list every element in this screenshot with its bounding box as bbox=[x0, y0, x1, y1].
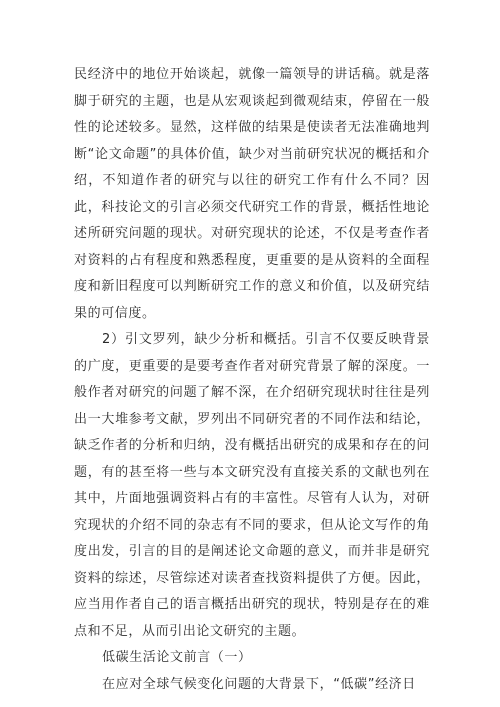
section-title: 低碳生活论文前言（一） bbox=[102, 650, 252, 665]
body-paragraph-3: 在应对全球气候变化问题的大背景下，“低碳”经济日 bbox=[102, 676, 416, 692]
document-page bbox=[74, 62, 430, 698]
body-paragraph-2: 2）引文罗列，缺少分析和概括。引言不仅要反映背景的广度，更重要的是要考查作者对研究背景了解的深度。一般作者对研究的问题了解不深，在介绍研究现状时往往是列出一大堆参考文献，罗列出不同研究者的不同作法和结论，缺乏作者的分析和归纳，没有概括出研究的成果和存在的问题，有的甚至将一些与本文研究没有直接关系的文献也列在其中，片面地强调资料占有的丰富性。尽管有人认为，对研究现状的介绍不同的杂志有不同的要求，但从论文写作的角度出发，引言的目的是阐述论文命题的意义，而并非是研究资料的综述，尽管综述对读者查找资料提供了方便。因此，应当用作者自己的语言概括出研究的现状，特别是存在的难点和不足，从而引出论文研究的主题。 bbox=[74, 332, 430, 639]
body-paragraph-1: 民经济中的地位开始谈起，就像一篇领导的讲话稿。就是落脚于研究的主题，也是从宏观谈起到微观结束，停留在一般性的论述较多。显然，这样做的结果是使读者无法准确地判断“论文命题”的具体价值，缺少对当前研究状况的概括和介绍，不知道作者的研究与以往的研究工作有什么不同？因此，科技论文的引言必须交代研究工作的背景，概括性地论述所研究问题的现状。对研究现状的论述，不仅是考查作者对资料的占有程度和熟悉程度，更重要的是从资料的全面程度和新旧程度可以判断研究工作的意义和价值，以及研究结果的可信度。 bbox=[74, 67, 430, 321]
